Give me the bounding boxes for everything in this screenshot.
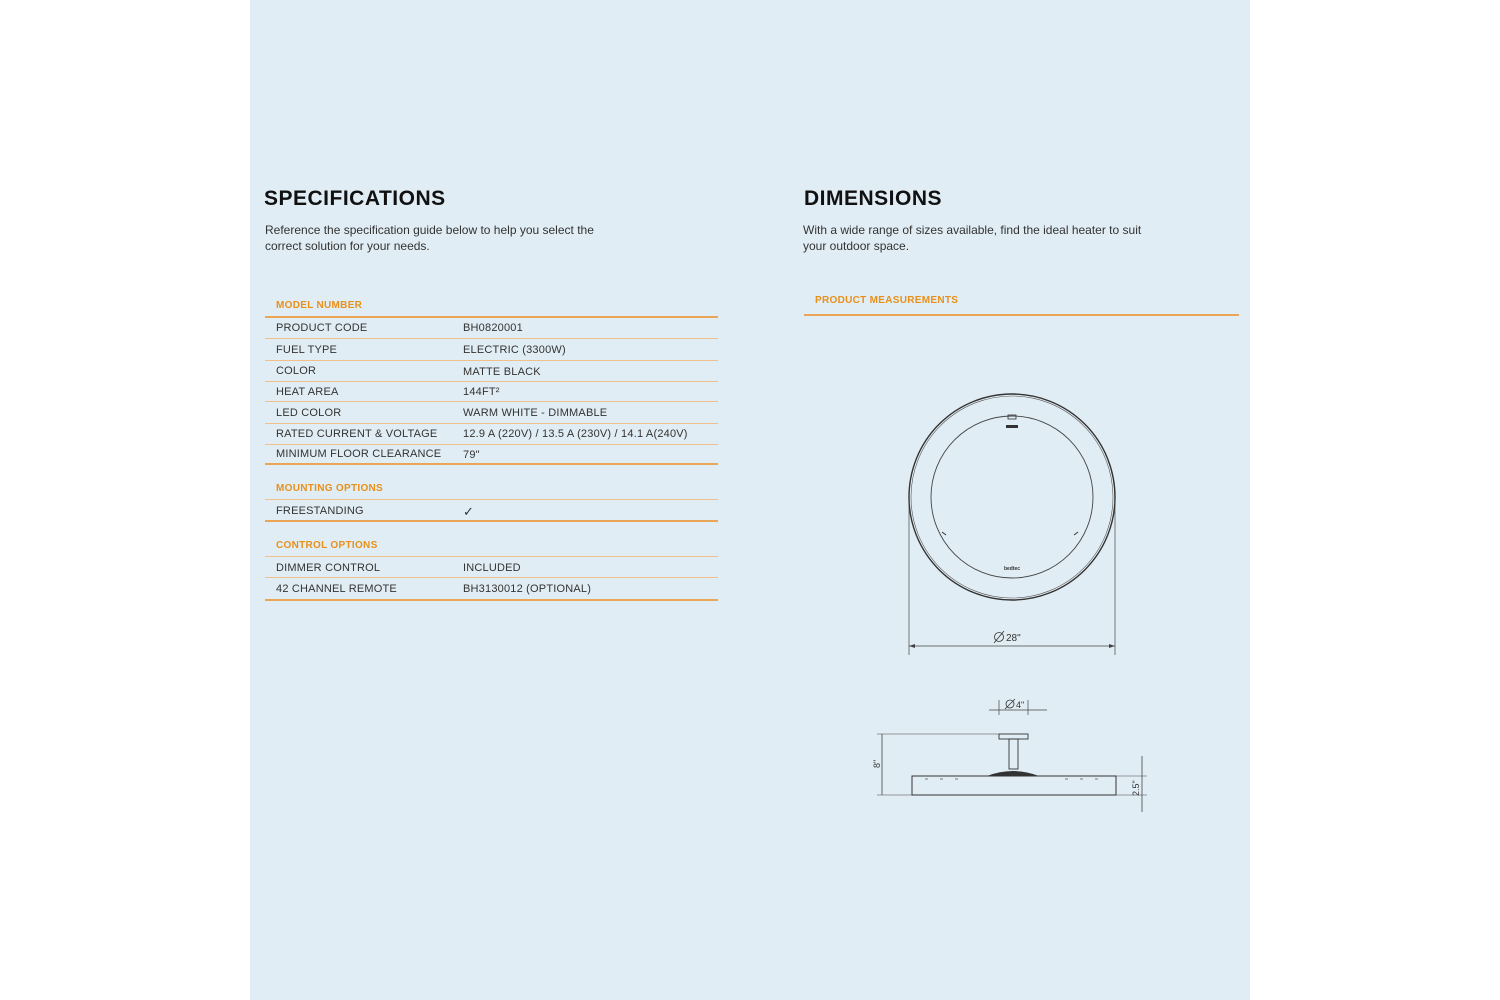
heater-hub — [987, 771, 1039, 776]
mounting-end-rule — [265, 520, 718, 522]
row-divider — [265, 499, 718, 500]
spec-value: BH0820001 — [463, 322, 523, 334]
spec-label: FREESTANDING — [276, 505, 364, 517]
spec-value: MATTE BLACK — [463, 366, 541, 378]
mounting-options-heading: MOUNTING OPTIONS — [276, 483, 384, 494]
spec-value: BH3130012 (OPTIONAL) — [463, 583, 592, 595]
spec-label: HEAT AREA — [276, 386, 339, 398]
spec-value: 12.9 A (220V) / 13.5 A (230V) / 14.1 A(240V) — [463, 428, 688, 440]
model-table-end-rule — [265, 463, 718, 465]
brand-logo: bedtec — [1003, 566, 1021, 572]
row-divider — [265, 360, 718, 361]
row-divider — [265, 338, 718, 339]
mount-pole — [1009, 739, 1018, 769]
model-number-heading: MODEL NUMBER — [276, 300, 363, 311]
row-divider — [265, 381, 718, 382]
diameter-label: 28" — [1006, 633, 1021, 644]
spec-value: INCLUDED — [463, 562, 521, 574]
dimensions-intro-line2: your outdoor space. — [803, 239, 910, 253]
pole-diameter-label: 4" — [1016, 700, 1025, 710]
spec-label: MINIMUM FLOOR CLEARANCE — [276, 448, 442, 460]
dimensions-intro-line1: With a wide range of sizes available, find the ideal heater to suit — [803, 223, 1142, 237]
measurements-rule — [804, 314, 1239, 316]
clip-icons — [942, 532, 1078, 535]
spec-label: DIMMER CONTROL — [276, 562, 381, 574]
spec-value: 79" — [463, 449, 480, 461]
spec-label: RATED CURRENT & VOLTAGE — [276, 428, 438, 440]
height-label: 8" — [872, 759, 882, 768]
spec-label: COLOR — [276, 365, 317, 377]
row-divider — [265, 401, 718, 402]
model-number-rule — [265, 316, 718, 318]
sensor-window-icon — [1006, 425, 1018, 428]
spec-value: ELECTRIC (3300W) — [463, 344, 566, 356]
row-divider — [265, 577, 718, 578]
row-divider — [265, 423, 718, 424]
specifications-intro-line1: Reference the specification guide below to help you select the — [265, 223, 594, 237]
ceiling-mount-plate — [999, 734, 1028, 739]
row-divider — [265, 556, 718, 557]
spec-label: 42 CHANNEL REMOTE — [276, 583, 397, 595]
control-end-rule — [265, 599, 718, 601]
specifications-title: SPECIFICATIONS — [264, 187, 446, 210]
spec-label: PRODUCT CODE — [276, 322, 368, 334]
product-measurements-heading: PRODUCT MEASUREMENTS — [815, 295, 959, 306]
heater-side-view-drawing — [865, 690, 1155, 820]
dimensions-title: DIMENSIONS — [804, 187, 943, 210]
check-icon: ✓ — [463, 504, 475, 519]
spec-value: WARM WHITE - DIMMABLE — [463, 407, 608, 419]
row-divider — [265, 444, 718, 445]
control-options-heading: CONTROL OPTIONS — [276, 540, 378, 551]
inner-disc — [931, 416, 1093, 578]
spec-label: FUEL TYPE — [276, 344, 338, 356]
heater-top-view-drawing — [880, 380, 1140, 670]
thickness-label: 2.5" — [1131, 780, 1141, 796]
specifications-intro-line2: correct solution for your needs. — [265, 239, 430, 253]
spec-label: LED COLOR — [276, 407, 342, 419]
spec-value: 144FT² — [463, 386, 500, 398]
